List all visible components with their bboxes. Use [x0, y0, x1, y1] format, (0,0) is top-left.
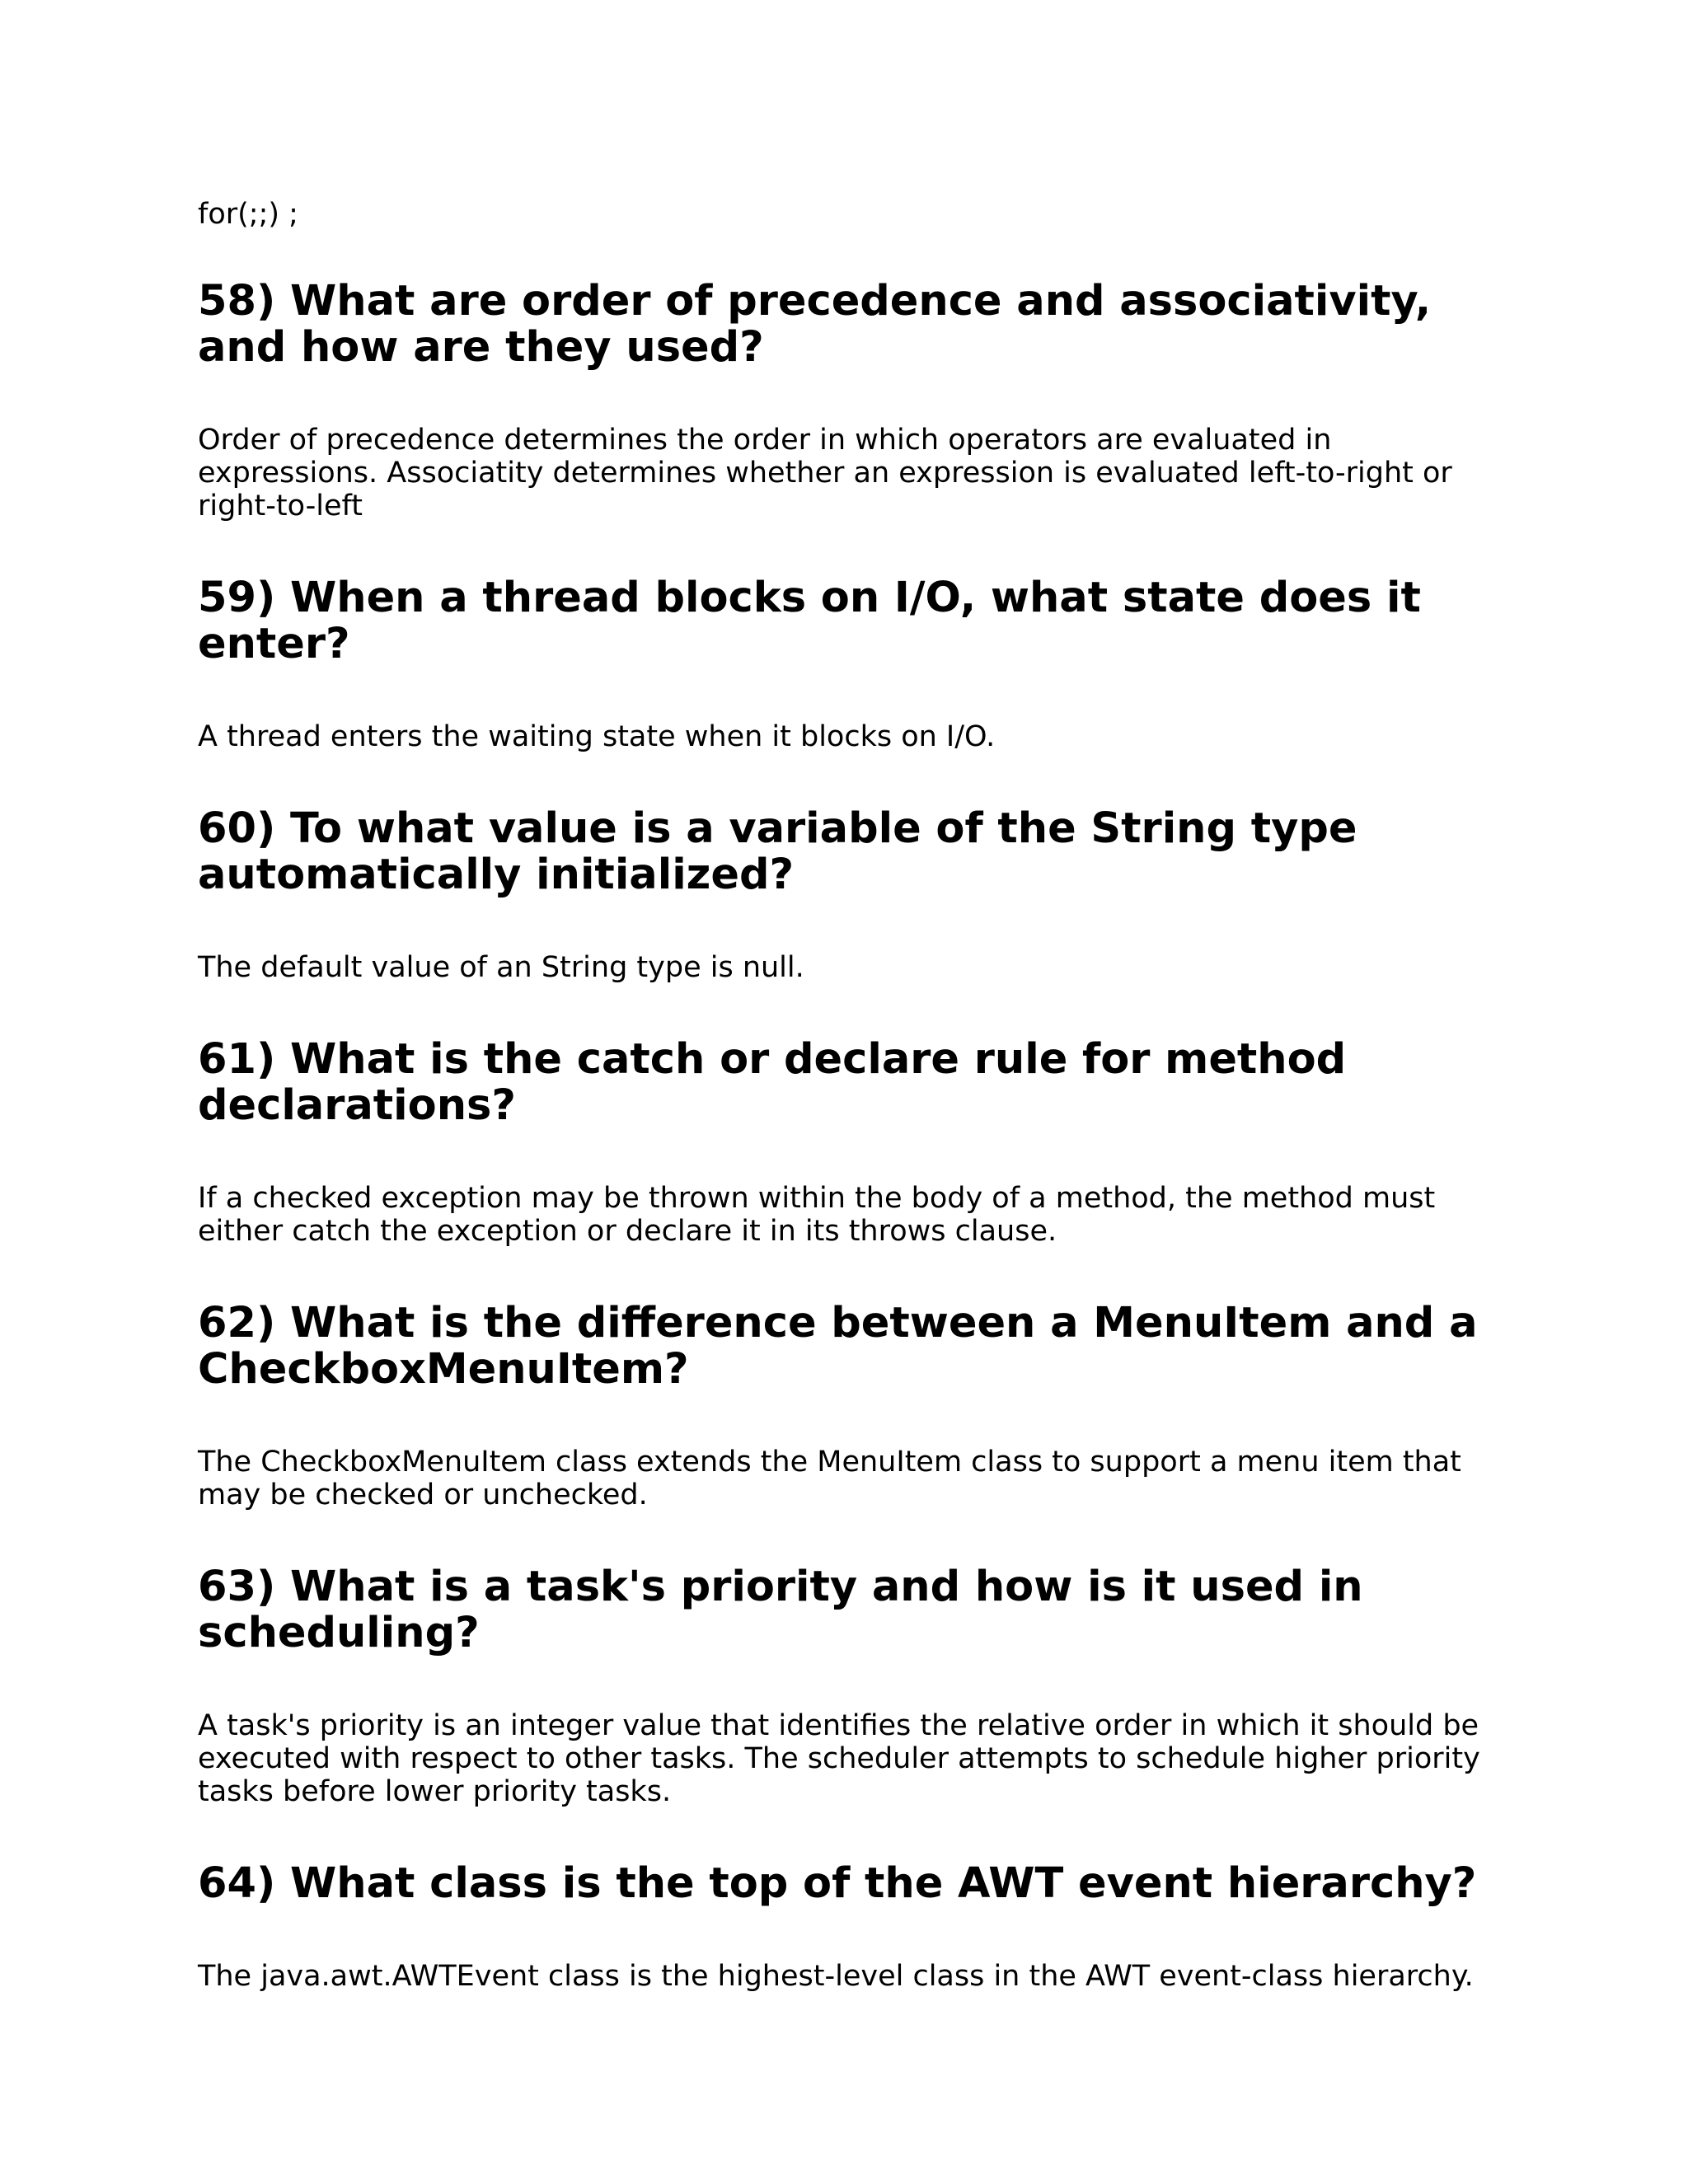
code-snippet: for(;;) ;: [198, 198, 298, 231]
qa-item-64: [198, 1861, 1517, 1993]
qa-item-63: [198, 1564, 1517, 1808]
question-heading: 59) When a thread blocks on I/O, what state does it enter?: [198, 574, 1421, 668]
answer-text: The default value of an String type is null.: [198, 951, 804, 984]
qa-item-60: [198, 806, 1517, 984]
question-heading: 64) What class is the top of the AWT event hierarchy?: [198, 1859, 1477, 1908]
answer-text: A task's priority is an integer value that identifies the relative order in which it should be executed with respect to other tasks. The scheduler attempts to schedule higher priority tasks before lower priority tasks.: [198, 1709, 1480, 1808]
answer-text: The java.awt.AWTEvent class is the highest-level class in the AWT event-class hierarchy.: [198, 1960, 1474, 1993]
question-heading: 63) What is a task's priority and how is it used in scheduling?: [198, 1563, 1363, 1657]
qa-item-59: [198, 575, 1517, 753]
qa-item-62: [198, 1301, 1517, 1511]
document-page: [198, 196, 1517, 1993]
question-heading: 62) What is the difference between a MenuItem and a CheckboxMenuItem?: [198, 1299, 1478, 1394]
question-heading: 60) To what value is a variable of the String type automatically initialized?: [198, 804, 1357, 899]
question-heading: 58) What are order of precedence and associativity, and how are they used?: [198, 277, 1432, 372]
qa-item-61: [198, 1037, 1517, 1248]
question-heading: 61) What is the catch or declare rule for method declarations?: [198, 1035, 1347, 1130]
answer-text: If a checked exception may be thrown within the body of a method, the method must either catch the exception or declare it in its throws clause.: [198, 1182, 1436, 1248]
answer-text: A thread enters the waiting state when it blocks on I/O.: [198, 720, 996, 753]
answer-text: Order of precedence determines the order in which operators are evaluated in expressions. Associatity determines whether an expression is evaluated left-to-right or right-to-left: [198, 424, 1452, 523]
answer-text: The CheckboxMenuItem class extends the MenuItem class to support a menu item that may be checked or unchecked.: [198, 1446, 1461, 1511]
qa-item-58: [198, 279, 1517, 523]
